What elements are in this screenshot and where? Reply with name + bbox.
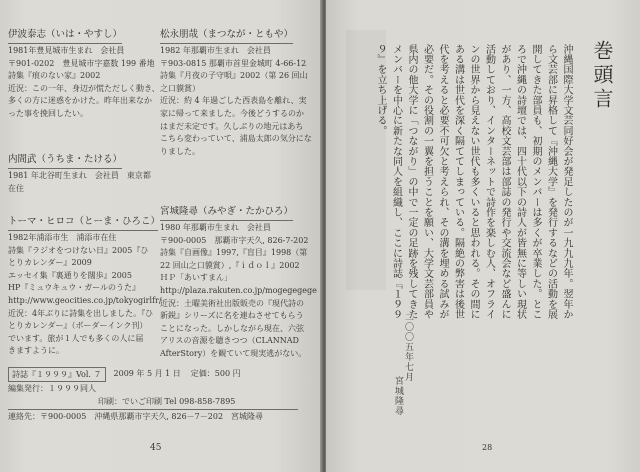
page-number-right: 28 bbox=[482, 443, 493, 452]
entry-line: 近況：約 4 年過ごした西表島を離れ、実 bbox=[160, 96, 307, 106]
author-name bbox=[160, 28, 315, 44]
entry-line: でいます。旅が１人でも多くの人に届 bbox=[8, 333, 144, 343]
entry-line: とりカレンダー』2009 bbox=[8, 258, 92, 268]
author-name-text: 宮城隆尋（みやぎ・たかひろ） bbox=[160, 205, 293, 221]
entry-line: 〒903-0815 那覇市首里金城町 4-66-12 bbox=[160, 58, 307, 68]
entry-line: 1981 年北谷町生まれ 会社員 東京都 bbox=[8, 171, 151, 180]
preface-date: 二〇〇五年七月 bbox=[403, 312, 413, 382]
preface-author: 宮城隆尋 bbox=[393, 376, 403, 416]
author-name bbox=[8, 215, 161, 231]
entry-line: http://plaza.rakuten.co.jp/mogegegege bbox=[160, 285, 317, 295]
entry-line: とりカレンダー』（ボーダーインク刊） bbox=[8, 321, 148, 331]
author-entry-toma bbox=[8, 215, 162, 358]
entry-line: 1981年豊見城市生まれ 会社員 bbox=[8, 46, 125, 55]
author-entry-iha bbox=[8, 28, 158, 121]
entry-line: 1980 年那覇市生まれ 会社員 bbox=[160, 223, 271, 232]
entry-line: 詩集『痕のない家』2002 bbox=[8, 71, 101, 81]
entry-line: こちら変わっていて、浦島太郎の気分にな bbox=[160, 134, 312, 144]
entry-line: ことになった。しかしながら現在、六弦 bbox=[160, 323, 304, 333]
entry-line: 〒901-0202 豊見城市字嘉数 199 番地 bbox=[8, 58, 155, 68]
author-name-text: トーマ・ヒロコ（とーま・ひろこ） bbox=[8, 215, 158, 231]
colophon-row-editor bbox=[8, 382, 298, 395]
author-name-text: 松永朋哉（まつなが・ともや） bbox=[160, 28, 293, 44]
entry-line: きますように。 bbox=[8, 346, 64, 356]
entry-line: 之口貘賞） bbox=[160, 83, 200, 93]
author-name bbox=[8, 28, 158, 44]
entry-line: 22 回山之口貘賞）,『ｉｄｏｌ』2002 bbox=[160, 260, 300, 270]
right-page bbox=[326, 0, 640, 472]
entry-line: アリスの音源を聴きつつ（CLANNAD bbox=[160, 336, 299, 346]
entry-line: 1982年浦添市生 浦添市在住 bbox=[8, 233, 117, 242]
printer: 印刷：でいご印刷 Tel 098-858-7895 bbox=[98, 397, 236, 406]
entry-line: った事を挽回したい。 bbox=[8, 108, 88, 118]
price: 定価：500 円 bbox=[190, 369, 241, 378]
entry-line: http://www.geocities.co.jp/tokyogirlfr/ bbox=[8, 295, 162, 305]
entry-line: AfterStory）を観ていて現実逃がない。 bbox=[160, 348, 307, 358]
entry-line: 1982 年那覇市生まれ 会社員 bbox=[160, 46, 271, 55]
editor: 編集発行：１９９９同人 bbox=[8, 384, 96, 393]
entry-line: 詩集『自画像』1997,『盲目』1998（第 bbox=[160, 248, 308, 258]
page-number-left: 45 bbox=[150, 443, 162, 453]
entry-line: ＨＰ「あいすまん」 bbox=[160, 273, 232, 283]
author-entry-uchima bbox=[8, 153, 158, 195]
author-name bbox=[160, 205, 315, 221]
entry-line: 新鋭』シリーズに名を連ねさせてもらう bbox=[160, 311, 304, 321]
entry-line: 近況：土曜美術社出版販売の『現代詩の bbox=[160, 298, 304, 308]
entry-line: 近況：この一年、身辺が慌ただしく動き、 bbox=[8, 83, 160, 93]
colophon-row-printer bbox=[8, 395, 298, 408]
entry-line: エッセイ集『裏通りを闊歩』2005 bbox=[8, 270, 132, 280]
entry-line: 〒900-0005 那覇市字天久, 826-7-202 bbox=[160, 235, 309, 245]
author-name-text: 伊波泰志（いは・やすし） bbox=[8, 28, 122, 44]
author-name bbox=[8, 153, 158, 169]
author-entry-matsunaga bbox=[160, 28, 315, 158]
contact: 連絡先：〒900-0005 沖縄県那覇市字天久, 826－7－202 宮城隆尋 bbox=[8, 412, 264, 421]
entry-line: 詩集『月夜の子守唄』2002（第 26 回山 bbox=[160, 71, 308, 81]
colophon bbox=[8, 367, 298, 423]
entry-line: 家に帰って来ました。今後どうするのか bbox=[160, 108, 304, 118]
preface-body: 沖縄国際大学文芸同好会が発足したのが一九九九年。翌年から文芸部に昇格して『沖縄大学』を発行するなどの活動を展開してきた部員も、初期のメンバーは多くが卒業した。ところで沖縄の詩壇では、四十代以下の詩人が皆無に等しい現状があり、一方、高校文芸部は部誌の発行や交流会など盛んに活動しており、インターネットで詩作を楽しむ人、オフラインの世界から見えない世代も多くいると思われる。その間にある溝は世代を深く隔ててしまっている。隔絶の弊害は後世代を考えると必要不可欠と考えられ、その溝を埋める試みが必要だ。その役割の一翼を担うことを願い、大学文芸部員や県内の他大学に「つながり」の中で一定の足跡を残してきたメンバーを中心に新たな同人を組織し、ここに詩誌『１９９９』を立ち上げる。 bbox=[375, 44, 572, 320]
author-entry-miyagi bbox=[160, 205, 315, 361]
colophon-row-contact bbox=[8, 409, 298, 423]
entry-line: りました。 bbox=[160, 146, 200, 156]
entry-line: はまだ未定です。久しぶりの地元はあち bbox=[160, 121, 304, 131]
author-name-text: 内間武（うちま・たける） bbox=[8, 153, 122, 169]
preface-title: 巻頭言 bbox=[590, 40, 614, 112]
entry-line: HP『ミュウキュウ・ガールのうた』 bbox=[8, 283, 141, 293]
entry-line: 詩集『ラジオをつけない日』2005『ひ bbox=[8, 245, 149, 255]
colophon-row-title bbox=[8, 367, 298, 382]
publish-date: 2009 年 5 月 1 日 bbox=[113, 369, 181, 378]
entry-line: 在住 bbox=[8, 183, 24, 193]
entry-line: 多くの方に迷惑をかけた。昨年出来なか bbox=[8, 96, 152, 106]
journal-title: 詩誌『１９９９』Vol. ７ bbox=[8, 367, 106, 382]
entry-line: 近況：4年ぶりに詩集を出しました。『ひ bbox=[8, 308, 154, 318]
